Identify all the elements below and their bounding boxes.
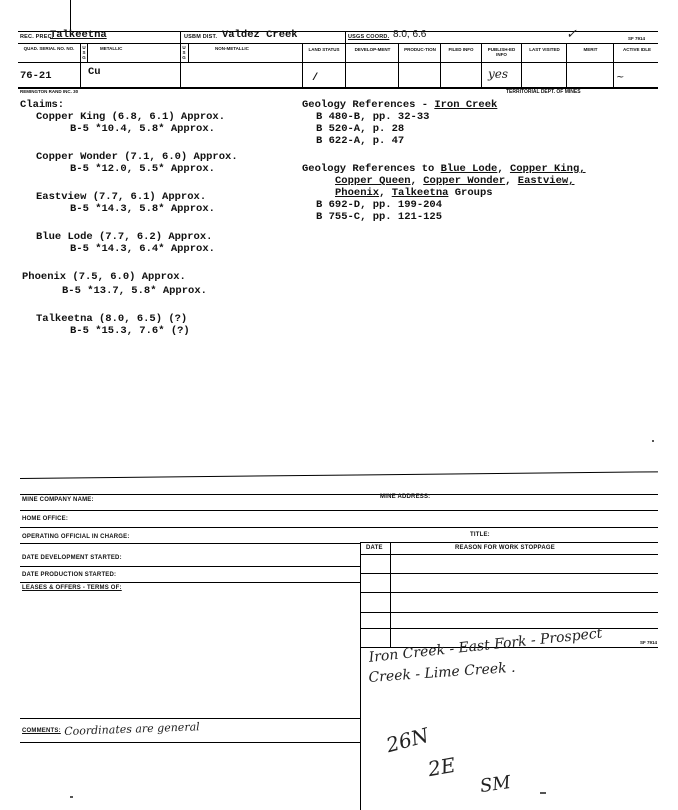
- production-label: PRODUC-TION: [404, 47, 436, 52]
- check-mark: ✓: [566, 27, 577, 42]
- non-metallic-label: NON-METALLIC: [215, 46, 249, 51]
- geology-ref: B 480-B, pp. 32-33: [316, 111, 430, 123]
- merit-label: MERIT: [583, 47, 598, 52]
- claim-detail: B-5 *13.7, 5.8* Approx.: [62, 285, 207, 297]
- land-status-value: /: [312, 72, 319, 84]
- metallic-value: Cu: [88, 66, 101, 78]
- claim-detail: B-5 *15.3, 7.6* (?): [70, 325, 190, 337]
- active-idle-label: ACTIVE IDLE: [622, 47, 651, 52]
- claim-name: Copper King (6.8, 6.1) Approx.: [36, 111, 226, 123]
- geology-title-2-line2: Copper Queen, Copper Wonder, Eastview,: [335, 175, 575, 187]
- claim-name: Phoenix (7.5, 6.0) Approx.: [22, 271, 186, 283]
- quad-value: 76-21: [20, 70, 52, 82]
- handwritten-note: Iron Creek - East Fork - Prospect: [368, 625, 604, 666]
- mine-address-label: MINE ADDRESS:: [380, 494, 431, 500]
- operating-official-label: OPERATING OFFICIAL IN CHARGE:: [22, 534, 130, 540]
- geology-title-1: Geology References - Iron Creek: [302, 99, 498, 111]
- form-number: SF 7914: [628, 36, 646, 41]
- metallic-label: METALLIC: [100, 46, 123, 51]
- claim-name: Blue Lode (7.7, 6.2) Approx.: [36, 231, 213, 243]
- geology-ref: B 520-A, p. 28: [316, 123, 405, 135]
- comments-label: COMMENTS:: [22, 728, 61, 734]
- usbm-dist-label: USBM DIST.: [184, 34, 218, 40]
- comments-handwriting: Coordinates are general: [64, 720, 200, 738]
- usg-label: U S G: [82, 45, 86, 60]
- usgs-coord-value: 8.0, 6.6: [393, 29, 427, 40]
- claim-detail: B-5 *14.3, 5.8* Approx.: [70, 203, 215, 215]
- geology-title-2: Geology References to Blue Lode, Copper King,: [302, 163, 586, 175]
- claim-name: Copper Wonder (7.1, 6.0) Approx.: [36, 151, 238, 163]
- meridian-handwriting: SM: [478, 771, 513, 798]
- usg2-label: U S G: [182, 45, 186, 60]
- usgs-coord-label: USGS COORD.: [348, 34, 390, 40]
- form-number-bottom: SF 7914: [640, 640, 658, 645]
- rec-prec-value: Talkeetna: [50, 29, 107, 41]
- date-production-label: DATE PRODUCTION STARTED:: [22, 572, 117, 578]
- development-label: DEVELOP-MENT: [354, 47, 391, 52]
- leases-offers-label: LEASES & OFFERS - TERMS OF:: [22, 585, 122, 591]
- claims-title: Claims:: [20, 99, 65, 111]
- geology-ref: B 622-A, p. 47: [316, 135, 405, 147]
- active-idle-scribble: ~: [616, 72, 625, 83]
- filed-info-label: FILED INFO: [448, 47, 474, 52]
- geology-title-2-line3: Phoenix, Talkeetna Groups: [335, 187, 493, 199]
- last-visited-label: LAST VISITED: [529, 47, 560, 52]
- range-handwriting: 2E: [426, 752, 458, 782]
- rec-prec-label: REC. PREC.: [20, 34, 54, 40]
- township-handwriting: 26N: [383, 722, 432, 758]
- territorial-note: TERRITORIAL DEPT. OF MINES: [506, 89, 581, 95]
- published-info-label: PUBLISH-ED INFO: [487, 47, 516, 57]
- geology-ref: B 755-C, pp. 121-125: [316, 211, 443, 223]
- land-status-label: LAND STATUS: [308, 47, 340, 52]
- printer-note: REMINGTON RAND INC. 30: [20, 89, 79, 94]
- date-column-header: DATE: [366, 545, 383, 551]
- usbm-dist-value: Valdez Creek: [222, 29, 298, 41]
- date-development-label: DATE DEVELOPMENT STARTED:: [22, 555, 122, 561]
- mine-company-label: MINE COMPANY NAME:: [22, 497, 94, 503]
- title-label: TITLE:: [470, 532, 490, 538]
- claim-name: Talkeetna (8.0, 6.5) (?): [36, 313, 188, 325]
- claim-detail: B-5 *12.0, 5.5* Approx.: [70, 163, 215, 175]
- handwritten-note-line2: Creek - Lime Creek .: [368, 659, 516, 686]
- claim-name: Eastview (7.7, 6.1) Approx.: [36, 191, 207, 203]
- geology-ref: B 692-D, pp. 199-204: [316, 199, 443, 211]
- quad-serial-label: QUAD. SERIAL NO. NO.: [23, 46, 75, 51]
- claim-detail: B-5 *14.3, 6.4* Approx.: [70, 243, 215, 255]
- speck: [540, 792, 546, 794]
- reason-column-header: REASON FOR WORK STOPPAGE: [455, 545, 555, 551]
- speck: [652, 440, 654, 442]
- published-value: yes: [488, 67, 509, 81]
- speck: [70, 796, 73, 798]
- claim-detail: B-5 *10.4, 5.8* Approx.: [70, 123, 215, 135]
- home-office-label: HOME OFFICE:: [22, 516, 69, 522]
